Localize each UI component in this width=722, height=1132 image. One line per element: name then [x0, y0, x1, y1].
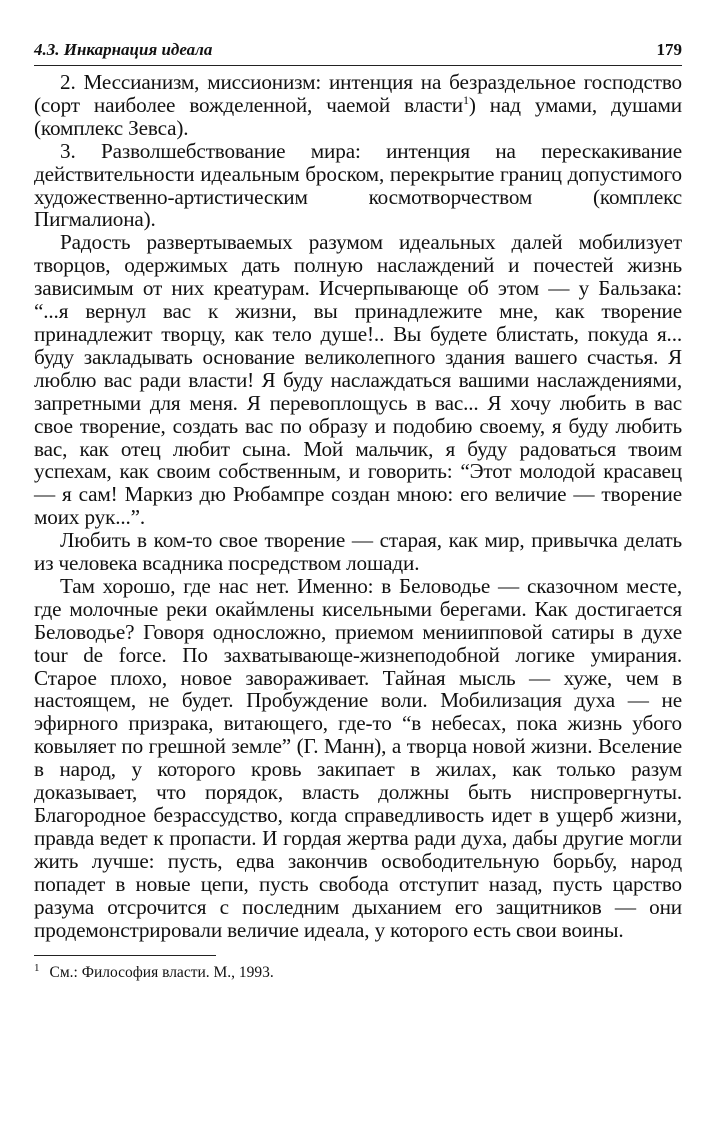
body-text: [34, 71, 682, 941]
paragraph-messianism: [34, 71, 682, 140]
paragraph-messianism-text-start: 2. Мессианизм, миссионизм: интенция на безраздельное господство (сорт наиболее вожделенной, чаемой власти: [34, 70, 682, 117]
paragraph-disenchantment: 3. Разволшебствование мира: интенция на перескакивание действительности идеальным броском, перекрытие границ допустимого художественно-артистическим космотворчеством (комплекс Пигмалиона).: [34, 138, 682, 232]
running-title: 4.3. Инкарнация идеала: [34, 40, 213, 59]
footnote: [34, 964, 682, 982]
paragraph-joy-of-creators: Радость развертываемых разумом идеальных далей мобилизует творцов, одержимых дать полную наслаждений и почестей жизнь зависимым от них креатурам. Исчерпывающе об этом — у Бальзака: “...я вернул вас к жизни, вы принадлежите мне, как творение принадлежит творцу, как тело душе!.. Вы будете блистать, покуда я... буду закладывать основание великолепного здания вашего счастья. Я люблю вас ради власти! Я буду наслаждаться вашими наслаждениями, запретными для меня. Я перевоплощусь в вас... Я хочу любить в вас свое творение, создать вас по образу и подобию своему, я буду любить вас, как отец любит сына. Мой мальчик, я буду радоваться твоим успехам, как своим собственным, и говорить: “Этот молодой красавец — я сам! Маркиз дю Рюбампре создан мною: его величие — творение моих рук...”.: [34, 230, 682, 530]
paragraph-messianism-text-end: ) над умами, душами (комплекс Зевса).: [34, 92, 682, 140]
book-page: [34, 40, 682, 982]
footnote-mark: 1: [34, 962, 40, 975]
footnote-text: См.: Философия власти. М., 1993.: [49, 964, 274, 982]
paragraph-love-creation: Любить в ком-то свое творение — старая, как мир, привычка делать из человека всадника посредством лошади.: [34, 528, 682, 576]
running-header: [34, 40, 682, 66]
footnote-divider: [34, 955, 216, 956]
footnote-reference[interactable]: 1: [462, 92, 469, 107]
page-number: 179: [656, 40, 682, 59]
paragraph-belovodye: Там хорошо, где нас нет. Именно: в Беловодье — сказочном месте, где молочные реки окаймлены кисельными берегами. Как достигается Беловодье? Говоря односложно, приемом мениипповой сатиры в духе tour de force. По захватывающе-жизнеподобной логике умирания. Старое плохо, новое завораживает. Тайная мысль — хуже, чем в настоящем, не будет. Пробуждение воли. Мобилизация духа — не эфирного призрака, витающего, где-то “в небесах, пока жизнь убого ковыляет по грешной земле” (Г. Манн), а творца новой жизни. Вселение в народ, у которого кровь закипает в жилах, как только разум доказывает, что порядок, власть должны быть ниспровергнуты. Благородное безрассудство, когда справедливость идет в ущерб жизни, правда ведет к пропасти. И гордая жертва ради духа, дабы другие могли жить лучше: пусть, едва закончив освободительную борьбу, народ попадет в новые цепи, пусть свобода отступит назад, пусть царство разума отсрочится с последним дыханием его защитников — они продемонстрировали величие идеала, у которого есть свои воины.: [34, 573, 682, 942]
